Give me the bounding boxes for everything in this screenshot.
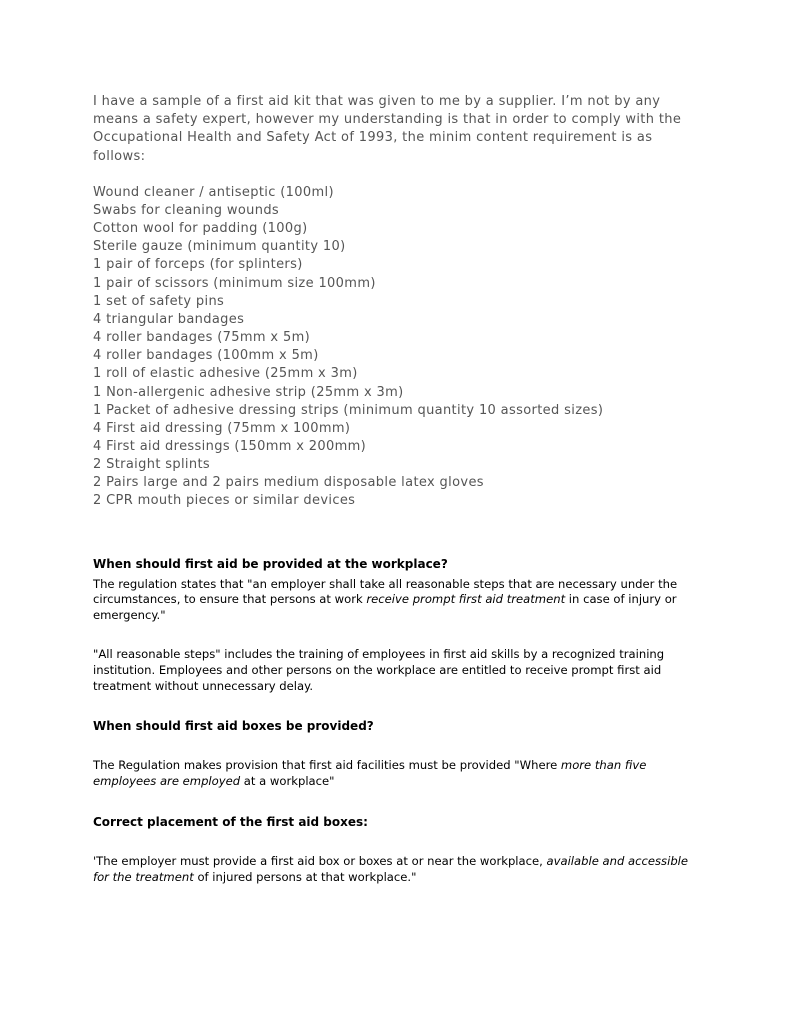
placement-paragraph [93, 854, 705, 886]
list-item: 1 Packet of adhesive dressing strips (minimum quantity 10 assorted sizes) [93, 402, 604, 418]
provision-emphasis: more than five employees are employed [93, 758, 647, 789]
provision-text-end: at a workplace" [240, 774, 335, 789]
document-page [93, 93, 705, 886]
reasonable-steps-paragraph: "All reasonable steps" includes the training of employees in first aid skills by a recognized training institution. Employees and other persons on the workplace are entitled to receive prompt first aid treatment without unnecessary delay. [93, 647, 665, 693]
placement-text-end: of injured persons at that workplace." [193, 869, 417, 884]
regulation-text-end: in case of injury or emergency." [93, 592, 677, 623]
list-item: 4 First aid dressing (75mm x 100mm) [93, 420, 351, 436]
regulation-emphasis: receive prompt first aid treatment [366, 592, 566, 607]
first-aid-kit-list [93, 184, 705, 511]
list-item: 1 set of safety pins [93, 293, 225, 309]
list-item: 2 Pairs large and 2 pairs medium disposable latex gloves [93, 475, 484, 491]
placement-text-start: 'The employer must provide a first aid box or boxes at or near the workplace, [93, 854, 547, 868]
list-item: 4 roller bandages (75mm x 5m) [93, 330, 311, 346]
list-item: 1 pair of scissors (minimum size 100mm) [93, 275, 376, 291]
list-item: 4 roller bandages (100mm x 5m) [93, 348, 319, 364]
list-item: Wound cleaner / antiseptic (100ml) [93, 184, 334, 200]
list-item: 2 Straight splints [93, 457, 211, 473]
list-item: 1 pair of forceps (for splinters) [93, 257, 303, 273]
provision-text-start: The Regulation makes provision that first aid facilities must be provided "Where [93, 758, 561, 773]
section-heading-when-first-aid: When should first aid be provided at the workplace? [93, 556, 448, 571]
list-item: Swabs for cleaning wounds [93, 202, 280, 218]
list-item: 4 triangular bandages [93, 311, 245, 327]
section-heading-when-boxes: When should first aid boxes be provided? [93, 719, 374, 734]
provision-paragraph [93, 758, 705, 790]
list-item: Cotton wool for padding (100g) [93, 221, 308, 237]
list-item: 4 First aid dressings (150mm x 200mm) [93, 439, 367, 454]
list-item: 1 roll of elastic adhesive (25mm x 3m) [93, 366, 358, 382]
list-item: 1 Non-allergenic adhesive strip (25mm x 3m) [93, 384, 404, 400]
list-item: Sterile gauze (minimum quantity 10) [93, 239, 346, 255]
placement-emphasis: available and accessible for the treatment [93, 854, 689, 884]
section-heading-placement: Correct placement of the first aid boxes: [93, 815, 368, 829]
regulation-text-start: The regulation states that "an employer shall take all reasonable steps that are necessary under the circumstances, to ensure that persons at work [93, 576, 678, 607]
intro-paragraph: I have a sample of a first aid kit that was given to me by a supplier. I’m not by any means a safety expert, however my understanding is that in order to comply with the Occupational Health and Safety Act of 1993, the minim content requirement is as follows: [93, 94, 682, 164]
list-item: 2 CPR mouth pieces or similar devices [93, 493, 356, 509]
regulation-paragraph [93, 577, 705, 624]
